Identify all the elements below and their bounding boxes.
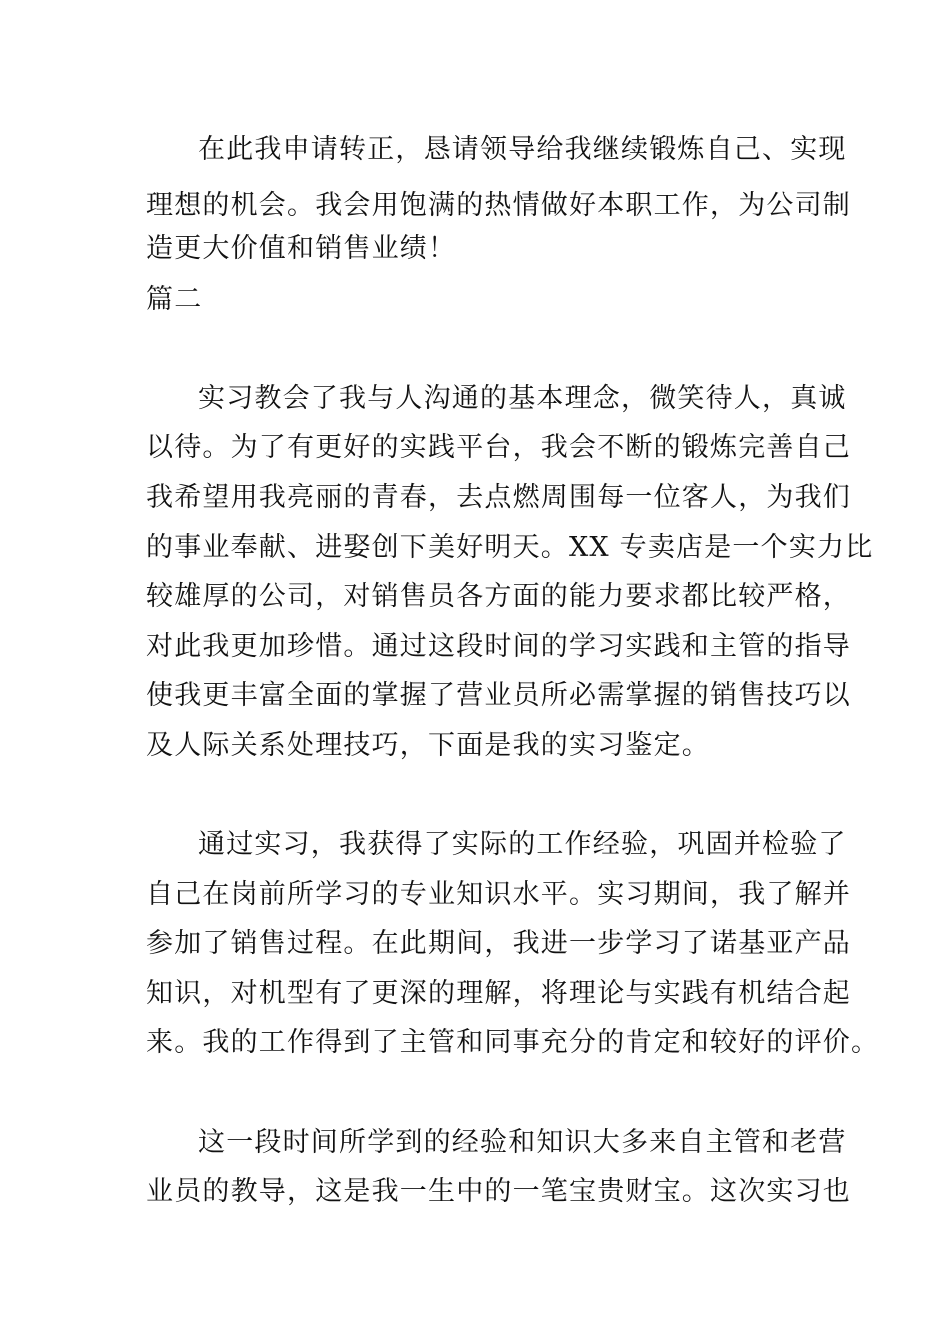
- paragraph-3-line-5: 来。我的工作得到了主管和同事充分的肯定和较好的评价。: [146, 1027, 880, 1058]
- paragraph-2-line-2: 以待。为了有更好的实践平台，我会不断的锻炼完善自己: [146, 432, 851, 463]
- paragraph-4-line-2: 业员的教导，这是我一生中的一笔宝贵财宝。这次实习也: [146, 1176, 851, 1207]
- paragraph-1-line-2: 理想的机会。我会用饱满的热情做好本职工作，为公司制: [146, 190, 851, 221]
- paragraph-2-line-1: 实习教会了我与人沟通的基本理念，微笑待人，真诚: [198, 383, 847, 414]
- section-heading: 篇二: [146, 284, 203, 315]
- paragraph-2-line-7: 使我更丰富全面的掌握了营业员所必需掌握的销售技巧以: [146, 680, 851, 711]
- paragraph-2-line-6: 对此我更加珍惜。通过这段时间的学习实践和主管的指导: [146, 631, 851, 662]
- paragraph-1-line-3: 造更大价值和销售业绩！: [146, 233, 457, 264]
- paragraph-3-line-2: 自己在岗前所学习的专业知识水平。实习期间，我了解并: [146, 879, 851, 910]
- paragraph-1-line-1: 在此我申请转正，恳请领导给我继续锻炼自己、实现: [198, 134, 847, 165]
- paragraph-3-line-3: 参加了销售过程。在此期间，我进一步学习了诺基亚产品: [146, 928, 851, 959]
- paragraph-2-line-4: 的事业奉献、进娶创下美好明天。XX 专卖店是一个实力比: [146, 532, 874, 563]
- paragraph-4-line-1: 这一段时间所学到的经验和知识大多来自主管和老营: [198, 1127, 847, 1158]
- paragraph-2-line-5: 较雄厚的公司，对销售员各方面的能力要求都比较严格，: [146, 581, 851, 612]
- paragraph-2-line-3: 我希望用我亮丽的青春，去点燃周围每一位客人，为我们: [146, 482, 851, 513]
- paragraph-3-line-4: 知识，对机型有了更深的理解，将理论与实践有机结合起: [146, 978, 851, 1009]
- paragraph-3-line-1: 通过实习，我获得了实际的工作经验，巩固并检验了: [198, 829, 847, 860]
- paragraph-2-line-8: 及人际关系处理技巧，下面是我的实习鉴定。: [146, 730, 710, 761]
